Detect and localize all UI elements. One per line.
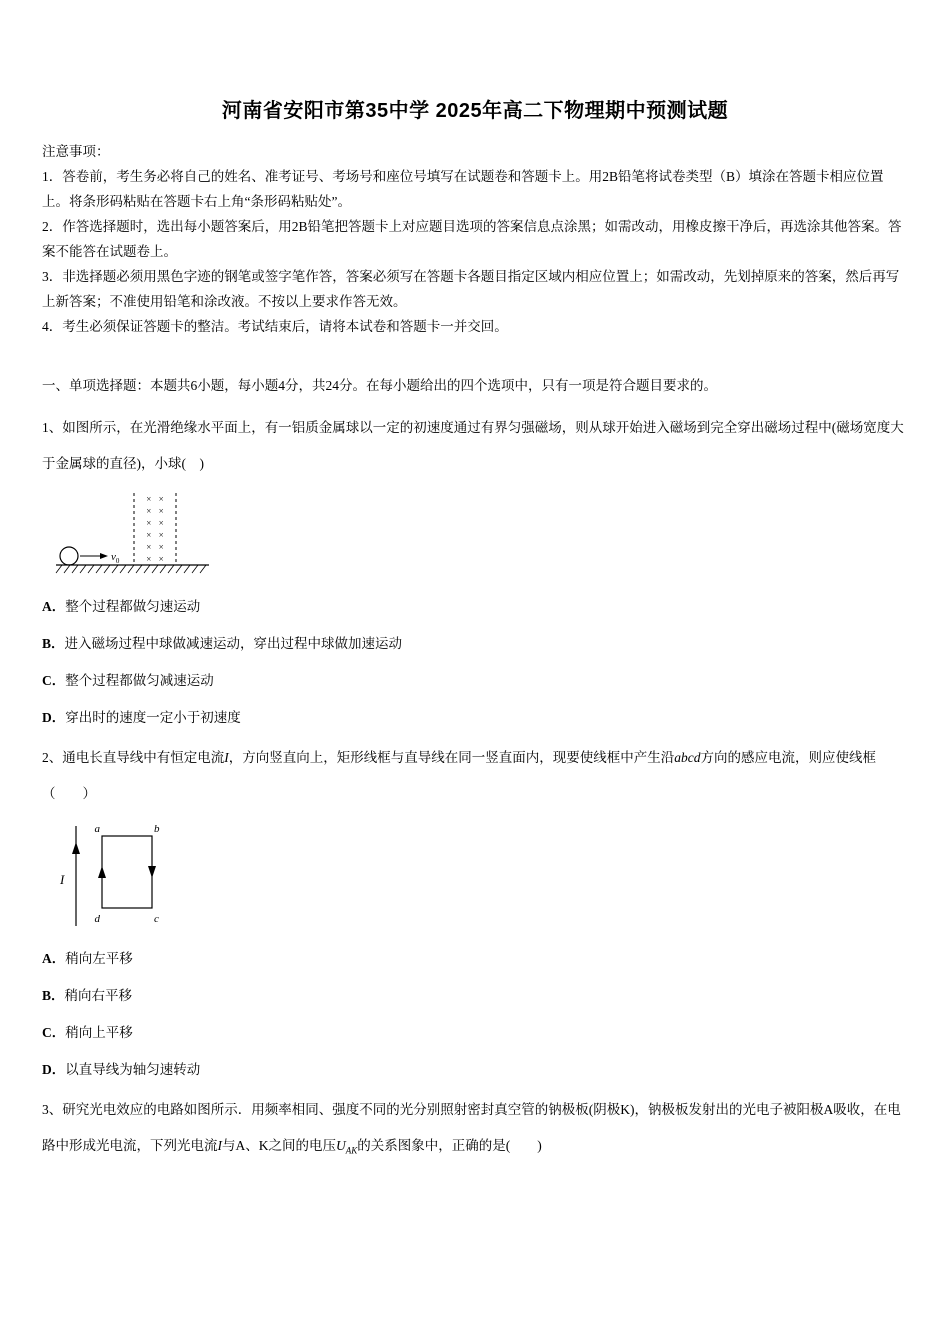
- notice-heading: 注意事项：: [42, 144, 110, 159]
- corner-label-d: d: [94, 913, 100, 925]
- section-heading: 一、单项选择题：本题共6小题，每小题4分，共24分。在每小题给出的四个选项中，只有一项是符合题目要求的。: [42, 378, 717, 393]
- field-cross-row: × ×: [146, 554, 164, 564]
- question-1-figure: [54, 490, 908, 580]
- option-label: D．: [42, 1062, 66, 1077]
- magnetic-field-figure: [54, 490, 234, 580]
- notice-item-1: 1．答卷前，考生务必将自己的姓名、准考证号、考场号和座位号填写在试题卷和答题卡上。用2B铅笔将试卷类型（B）填涂在答题卡相应位置上。将条形码粘贴在答题卡右上角“条形码粘贴处”。: [42, 169, 884, 209]
- question-2-figure: [54, 820, 908, 932]
- option-label: D．: [42, 710, 66, 725]
- field-cross-row: × ×: [146, 530, 164, 540]
- notice-item-4: 4．考生必须保证答题卡的整洁。考试结束后，请将本试卷和答题卡一并交回。: [42, 319, 508, 334]
- question-1-option-b: [42, 634, 908, 654]
- stem-text: 方向的感应电流，则应使线框（ ）: [42, 750, 876, 801]
- question-2-stem: [42, 740, 908, 812]
- option-label: A．: [42, 951, 66, 966]
- corner-label-b: b: [154, 823, 160, 835]
- stem-text: 的关系图象中，正确的是( ): [357, 1138, 542, 1153]
- question-2-option-a: [42, 949, 908, 969]
- notice-item-3: 3．非选择题必须用黑色字迹的钢笔或签字笔作答，答案必须写在答题卡各题目指定区域内相应位置上；如需改动，先划掉原来的答案，然后再写上新答案；不准使用铅笔和涂改液。不按以上要求作答无效。: [42, 269, 900, 309]
- question-3-stem: [42, 1092, 908, 1169]
- option-text: 稍向上平移: [65, 1025, 133, 1040]
- stem-text: 2、通电长直导线中有恒定电流: [42, 750, 225, 765]
- option-label: C．: [42, 1025, 66, 1040]
- page-title: 河南省安阳市第35中学 2025年高二下物理期中预测试题: [221, 100, 729, 122]
- metal-ball: [60, 547, 78, 565]
- question-2: [42, 740, 908, 1080]
- magnetic-field-region: [134, 493, 176, 565]
- field-cross-row: × ×: [146, 494, 164, 504]
- stem-symbol-current: I: [224, 750, 229, 765]
- stem-text: ，方向竖直向上，矩形线框与直导线在同一竖直面内，现要使线框中产生沿: [228, 750, 675, 765]
- option-label: A．: [42, 599, 66, 614]
- question-1-option-a: [42, 597, 908, 617]
- stem-symbol-abcd: abcd: [674, 750, 701, 765]
- corner-label-a: a: [94, 823, 100, 835]
- stem-symbol-current: I: [217, 1138, 222, 1153]
- stem-text: 与A、K之间的电压: [222, 1138, 336, 1153]
- stem-symbol-voltage-subscript: AK: [345, 1145, 358, 1156]
- question-2-option-c: [42, 1023, 908, 1043]
- field-cross-row: × ×: [146, 542, 164, 552]
- question-2-option-d: [42, 1060, 908, 1080]
- ground-line: [56, 565, 209, 573]
- question-1: [42, 410, 908, 728]
- option-text: 穿出时的速度一定小于初速度: [65, 710, 241, 725]
- option-text: 整个过程都做匀减速运动: [65, 673, 214, 688]
- field-cross-row: × ×: [146, 518, 164, 528]
- rectangular-loop: [102, 836, 152, 908]
- field-cross-row: × ×: [146, 506, 164, 516]
- option-label: C．: [42, 673, 66, 688]
- question-3: [42, 1092, 908, 1169]
- option-label: B．: [42, 636, 65, 651]
- straight-wire: [72, 826, 80, 926]
- question-2-option-b: [42, 986, 908, 1006]
- option-text: 进入磁场过程中球做减速运动，穿出过程中球做加速运动: [64, 636, 403, 651]
- question-1-option-c: [42, 671, 908, 691]
- notice-section: [42, 139, 908, 339]
- option-label: B．: [42, 988, 65, 1003]
- corner-label-c: c: [154, 913, 159, 925]
- option-text: 整个过程都做匀速运动: [65, 599, 201, 614]
- stem-symbol-voltage: U: [336, 1138, 346, 1153]
- current-label: I: [60, 872, 65, 887]
- question-1-option-d: [42, 708, 908, 728]
- velocity-arrow-icon: [80, 553, 108, 559]
- velocity-label: $v_0$: [111, 551, 120, 565]
- stem-text: 3、研究光电效应的电路如图所示．用频率相同、强度不同的光分别照射密封真空管的钠极板(阴极K)，钠极板发射出的光电子被阳极A吸收，在电路中形成光电流，下列光电流: [42, 1102, 901, 1153]
- loop-right-down-arrow-icon: [148, 866, 156, 878]
- notice-item-2: 2．作答选择题时，选出每小题答案后，用2B铅笔把答题卡上对应题目选项的答案信息点涂黑；如需改动，用橡皮擦干净后，再选涂其他答案。答案不能答在试题卷上。: [42, 219, 902, 259]
- question-1-stem: 1、如图所示，在光滑绝缘水平面上，有一铝质金属球以一定的初速度通过有界匀强磁场，则从球开始进入磁场到完全穿出磁场过程中(磁场宽度大于金属球的直径)，小球( ): [42, 420, 904, 471]
- wire-loop-figure: [54, 820, 179, 932]
- option-text: 稍向左平移: [65, 951, 133, 966]
- option-text: 以直导线为轴匀速转动: [65, 1062, 201, 1077]
- current-up-arrow-icon: [72, 842, 80, 854]
- loop-left-up-arrow-icon: [98, 866, 106, 878]
- option-text: 稍向右平移: [64, 988, 133, 1003]
